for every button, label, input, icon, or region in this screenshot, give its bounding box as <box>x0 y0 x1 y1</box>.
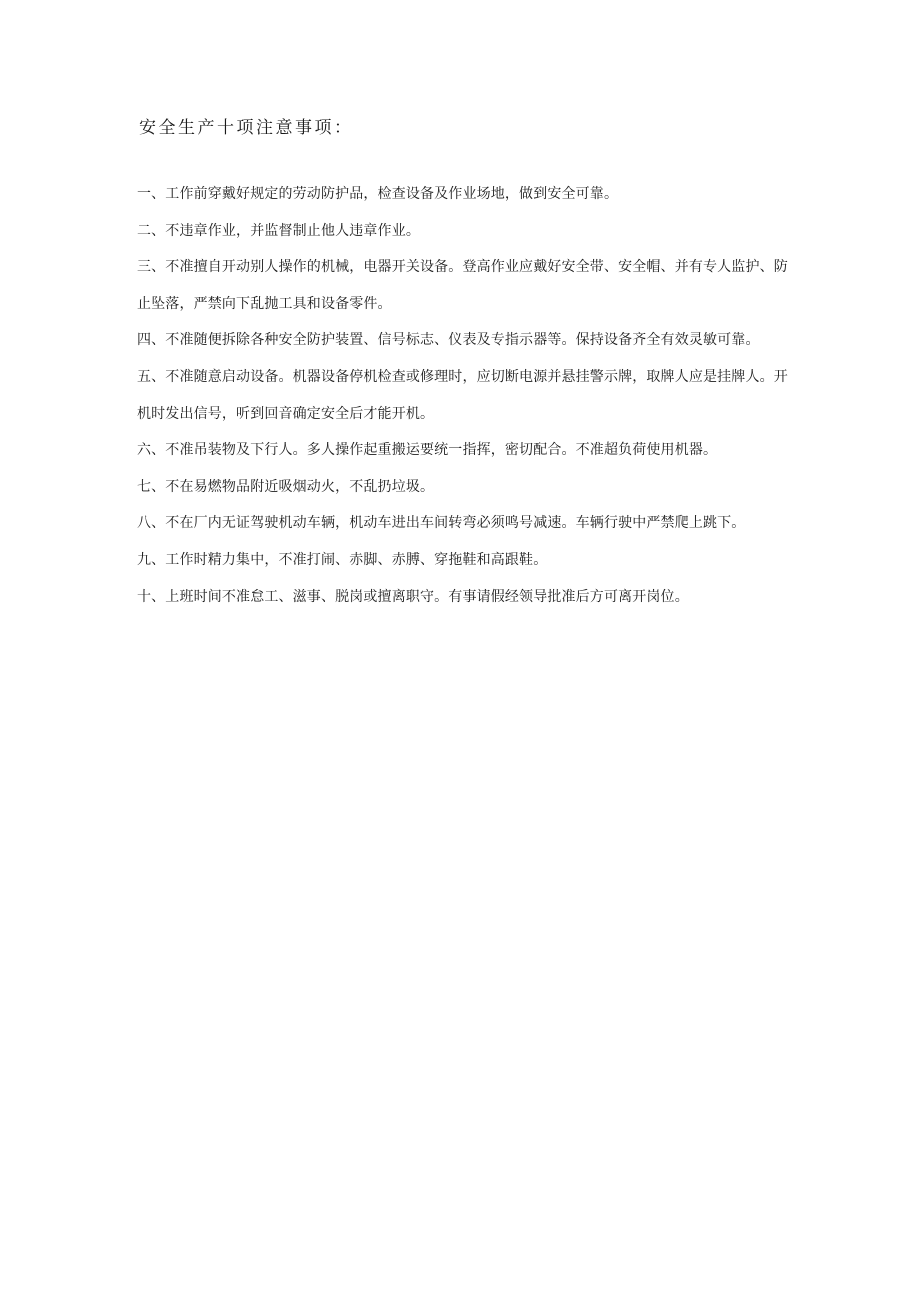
list-item: 八、不在厂内无证驾驶机动车辆，机动车进出车间转弯必须鸣号减速。车辆行驶中严禁爬上跳下。 <box>137 515 746 532</box>
document-title: 安全生产十项注意事项： <box>139 118 354 138</box>
list-item: 四、不准随便拆除各种安全防护装置、信号标志、仪表及专指示器等。保持设备齐全有效灵敏可靠。 <box>137 332 760 349</box>
list-item: 十、上班时间不准怠工、滋事、脱岗或擅离职守。有事请假经领导批准后方可离开岗位。 <box>137 588 689 605</box>
list-item: 一、工作前穿戴好规定的劳动防护品，检查设备及作业场地，做到安全可靠。 <box>137 186 619 202</box>
list-item: 五、不准随意启动设备。机器设备停机检查或修理时，应切断电源并悬挂警示牌，取牌人应是挂牌人。开机时发出信号，听到回音确定安全后才能开机。 <box>137 368 788 422</box>
list-item: 六、不准吊装物及下行人。多人操作起重搬运要统一指挥，密切配合。不准超负荷使用机器。 <box>137 442 718 459</box>
notice-list <box>137 176 797 615</box>
list-item: 三、不准擅自开动别人操作的机械，电器开关设备。登高作业应戴好安全带、安全帽、并有专人监护、防止坠落，严禁向下乱抛工具和设备零件。 <box>137 259 788 312</box>
list-item: 九、工作时精力集中，不准打闹、赤脚、赤膊、穿拖鞋和高跟鞋。 <box>137 551 548 568</box>
list-item: 七、不在易燃物品附近吸烟动火，不乱扔垃圾。 <box>137 478 435 495</box>
list-item: 二、不违章作业，并监督制止他人违章作业。 <box>137 222 420 239</box>
